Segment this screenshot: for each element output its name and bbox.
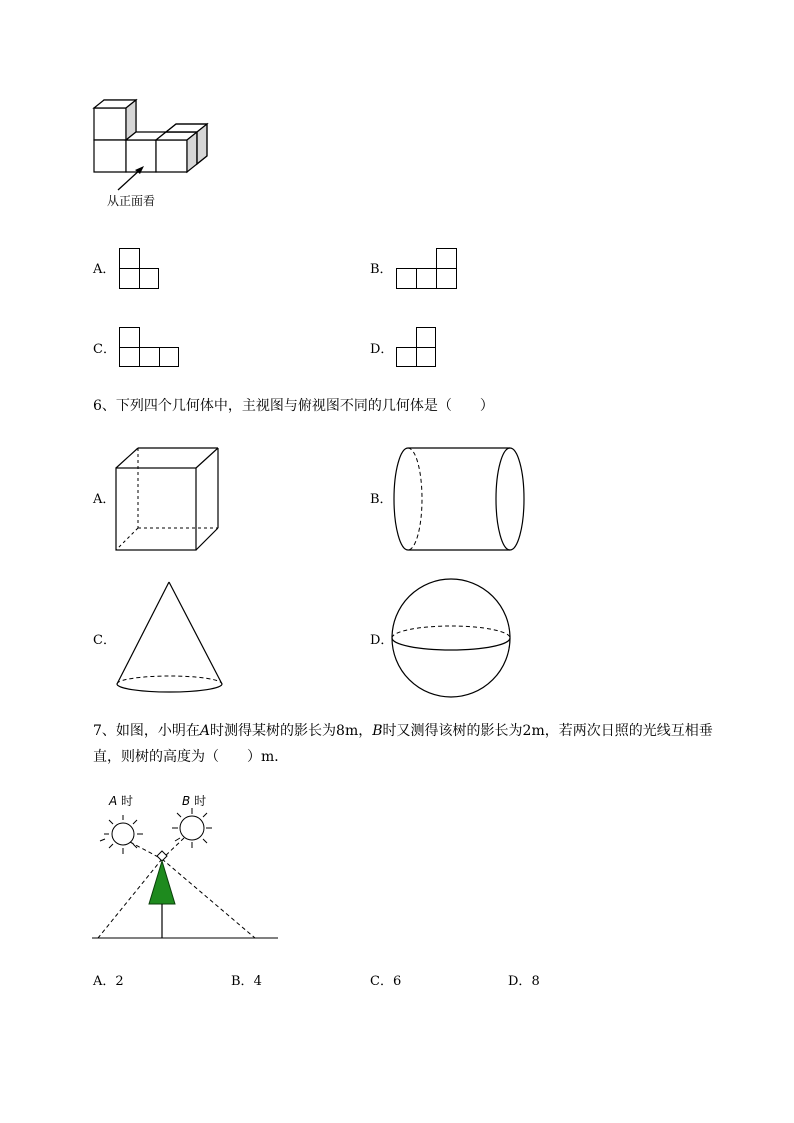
q6-option-b-label[interactable]: B．	[370, 492, 393, 507]
q7-number: 7、	[93, 723, 116, 739]
time-a-text: 时	[121, 794, 134, 808]
q6-cube-figure[interactable]	[114, 446, 224, 554]
shadow-diagram	[90, 805, 282, 945]
sun-a-icon	[100, 815, 143, 854]
time-a-var: A	[109, 794, 118, 808]
q6-sphere-figure[interactable]	[390, 578, 514, 700]
q7-option-d[interactable]	[508, 974, 540, 990]
q6-stem	[93, 393, 494, 419]
q7-stem-line1	[93, 718, 713, 744]
q7-text-part2: 时测得某树的影长为8m，	[210, 723, 373, 739]
q5-option-d-label[interactable]: D．	[370, 342, 394, 357]
view-direction-caption: 从正面看	[107, 194, 156, 208]
q5-option-c-view[interactable]	[119, 327, 181, 369]
q7-option-a-label: A．	[93, 974, 116, 989]
q7-option-d-value: 8	[531, 974, 540, 989]
sun-b-icon	[172, 808, 212, 848]
q7-option-b-value: 4	[253, 974, 262, 989]
time-b-text: 时	[194, 794, 207, 808]
q7-option-b[interactable]	[231, 974, 262, 990]
q6-cone-figure[interactable]	[114, 580, 226, 698]
q5-option-d-view[interactable]	[396, 327, 438, 369]
q5-option-b-label[interactable]: B．	[370, 262, 393, 277]
q7-option-a-value: 2	[115, 974, 124, 989]
q6-cylinder-figure[interactable]	[392, 446, 528, 554]
q5-option-b-view[interactable]	[396, 248, 458, 290]
q6-option-d-label[interactable]: D．	[370, 633, 394, 648]
q6-text: 下列四个几何体中，主视图与俯视图不同的几何体是（ ）	[115, 398, 494, 414]
q7-var-a: A	[199, 723, 211, 739]
q6-number: 6、	[93, 398, 116, 414]
q7-text-part1: 如图，小明在	[115, 723, 200, 739]
q7-text-part3: 时又测得该树的影长为2m，若两次日照的光线互相垂	[382, 723, 713, 739]
q7-option-a[interactable]	[93, 974, 124, 990]
q7-option-d-label: D．	[508, 974, 532, 989]
q7-option-c[interactable]	[370, 974, 401, 990]
q7-option-c-value: 6	[392, 974, 402, 989]
stacked-cubes-figure	[90, 98, 220, 178]
tree-icon	[149, 861, 175, 938]
time-b-var: B	[182, 794, 191, 808]
q6-option-c-label[interactable]: C．	[93, 633, 116, 648]
q7-option-c-label: C．	[370, 974, 393, 989]
q7-var-b: B	[372, 723, 383, 739]
q5-option-c-label[interactable]: C．	[93, 342, 116, 357]
q5-option-a-label[interactable]: A．	[93, 262, 116, 277]
q5-option-a-view[interactable]	[119, 248, 161, 290]
q7-option-b-label: B．	[231, 974, 254, 989]
q6-option-a-label[interactable]: A．	[93, 492, 116, 507]
q7-stem-line2: 直，则树的高度为（ ）m．	[93, 749, 289, 765]
